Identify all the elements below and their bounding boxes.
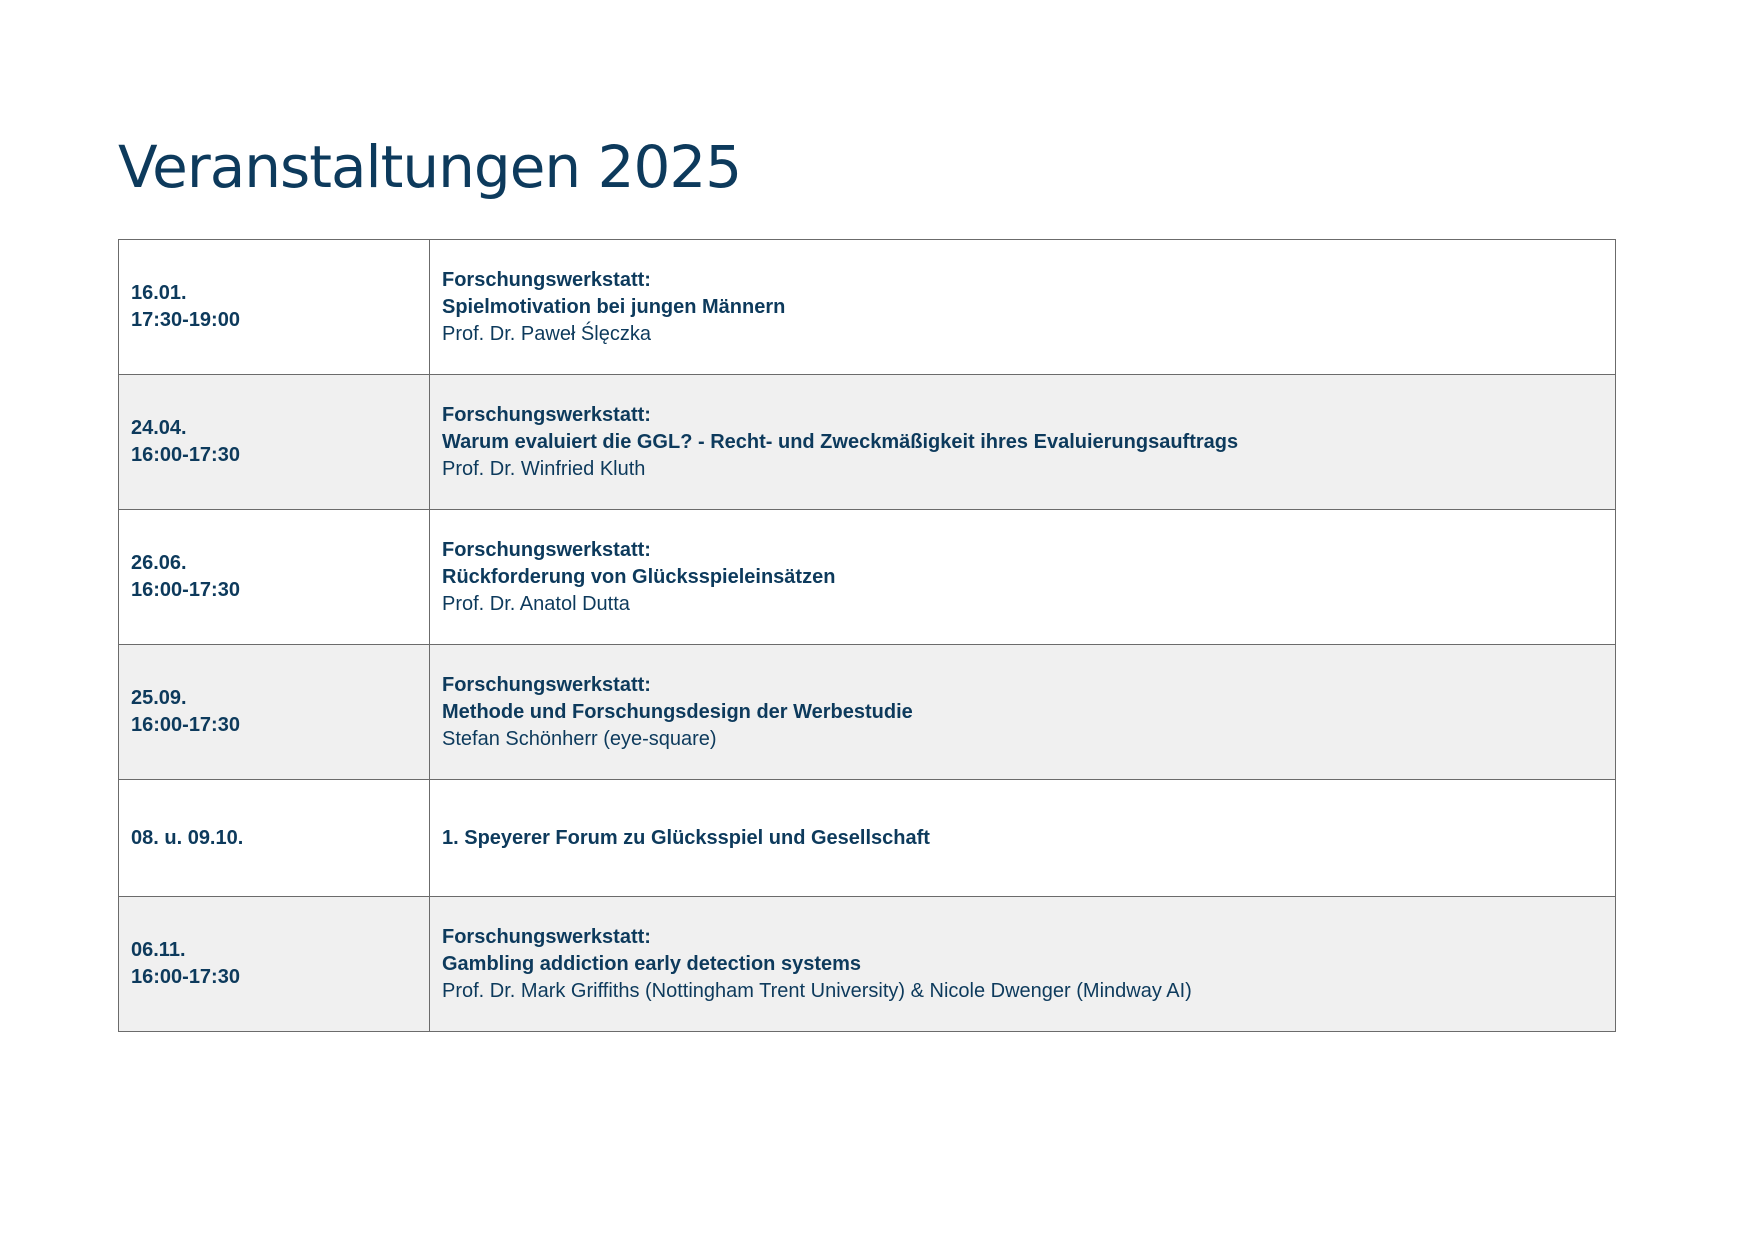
table-row: [119, 645, 1616, 780]
table-row: [119, 240, 1616, 375]
event-info-cell: [430, 780, 1616, 897]
event-title: Spielmotivation bei jungen Männern: [442, 295, 786, 318]
event-title: Gambling addiction early detection systems: [442, 952, 862, 975]
event-time: 16:00-17:30: [131, 966, 240, 988]
event-info-cell: [430, 375, 1616, 510]
table-row: [119, 375, 1616, 510]
event-title: 1. Speyerer Forum zu Glücksspiel und Gesellschaft: [442, 826, 930, 849]
event-speaker: Stefan Schönherr (eye-square): [442, 727, 717, 750]
event-info-cell: [430, 897, 1616, 1032]
event-type: Forschungswerkstatt:: [442, 403, 651, 426]
event-date: 06.11.: [131, 939, 186, 961]
event-date: 08. u. 09.10.: [131, 826, 244, 849]
table-row: [119, 780, 1616, 897]
event-type: Forschungswerkstatt:: [442, 538, 651, 561]
events-table: [118, 239, 1616, 1032]
event-time: 17:30-19:00: [131, 309, 240, 331]
event-date-cell: [119, 645, 430, 780]
event-time: 16:00-17:30: [131, 714, 240, 736]
event-date-cell: [119, 375, 430, 510]
page-title: Veranstaltungen 2025: [118, 133, 742, 201]
table-row: [119, 897, 1616, 1032]
event-date-cell: [119, 780, 430, 897]
event-time: 16:00-17:30: [131, 444, 240, 466]
event-info-cell: [430, 510, 1616, 645]
event-date: 26.06.: [131, 552, 187, 574]
event-date: 16.01.: [131, 282, 187, 304]
event-speaker: Prof. Dr. Winfried Kluth: [442, 457, 646, 480]
event-title: Rückforderung von Glücksspieleinsätzen: [442, 565, 836, 588]
event-info-cell: [430, 240, 1616, 375]
event-date-cell: [119, 240, 430, 375]
event-type: Forschungswerkstatt:: [442, 925, 651, 948]
table-row: [119, 510, 1616, 645]
event-date-cell: [119, 510, 430, 645]
event-title: Warum evaluiert die GGL? - Recht- und Zweckmäßigkeit ihres Evaluierungsauftrags: [442, 430, 1239, 453]
event-date-cell: [119, 897, 430, 1032]
event-date: 24.04.: [131, 417, 187, 439]
event-date: 25.09.: [131, 687, 187, 709]
event-speaker: Prof. Dr. Mark Griffiths (Nottingham Trent University) & Nicole Dwenger (Mindway AI): [442, 979, 1192, 1002]
event-speaker: Prof. Dr. Paweł Ślęczka: [442, 322, 651, 345]
event-info-cell: [430, 645, 1616, 780]
event-title: Methode und Forschungsdesign der Werbestudie: [442, 700, 913, 723]
event-speaker: Prof. Dr. Anatol Dutta: [442, 592, 630, 615]
event-time: 16:00-17:30: [131, 579, 240, 601]
event-type: Forschungswerkstatt:: [442, 673, 651, 696]
event-type: Forschungswerkstatt:: [442, 268, 651, 291]
